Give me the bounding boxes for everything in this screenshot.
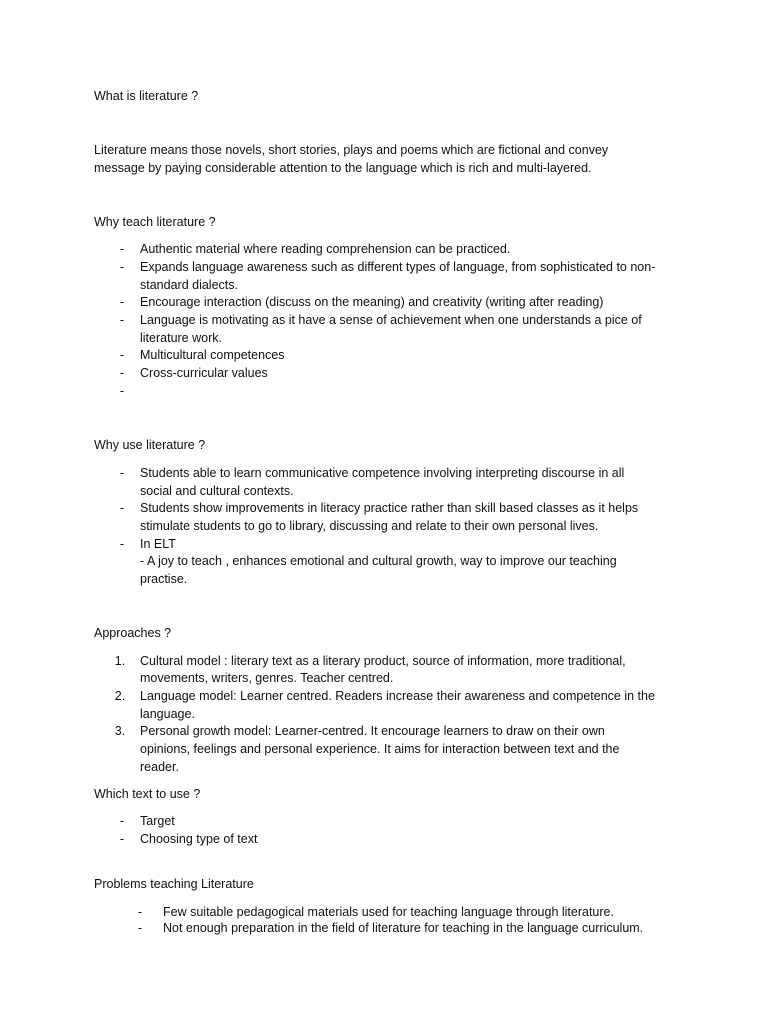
list-item-continuation: literature work. [140, 331, 222, 345]
list-item-continuation: stimulate students to go to library, discussing and relate to their own personal lives. [140, 519, 599, 533]
bullet-dash: - [119, 832, 125, 846]
item-number: 2. [114, 689, 126, 703]
heading-problems-teaching-literature: Problems teaching Literature [94, 877, 254, 891]
bullet-dash: - [119, 384, 125, 398]
bullet-dash: - [119, 814, 125, 828]
list-item-text: Authentic material where reading comprehension can be practiced. [140, 242, 511, 256]
bullet-dash: - [119, 537, 125, 551]
list-item-text: Language model: Learner centred. Readers increase their awareness and competence in the [140, 689, 655, 703]
list-item-text: Few suitable pedagogical materials used for teaching language through literature. [163, 905, 614, 919]
list-item-text: Encourage interaction (discuss on the meaning) and creativity (writing after reading) [140, 295, 604, 309]
bullet-dash: - [119, 466, 125, 480]
list-item-continuation: practise. [140, 572, 188, 586]
definition-line-2: message by paying considerable attention to the language which is rich and multi-layered. [94, 161, 592, 175]
bullet-dash: - [119, 260, 125, 274]
bullet-dash: - [137, 921, 143, 935]
list-item-continuation: standard dialects. [140, 278, 238, 292]
list-item-continuation: - A joy to teach , enhances emotional and cultural growth, way to improve our teaching [140, 554, 617, 568]
item-number: 3. [114, 724, 126, 738]
bullet-dash: - [137, 905, 143, 919]
heading-why-use-literature: Why use literature ? [94, 438, 206, 452]
list-item-text: In ELT [140, 537, 176, 551]
list-item-text: Multicultural competences [140, 348, 285, 362]
list-item-text: Students able to learn communicative competence involving interpreting discourse in all [140, 466, 625, 480]
heading-which-text-to-use: Which text to use ? [94, 787, 201, 801]
heading-what-is-literature: What is literature ? [94, 89, 199, 103]
list-item-text: Expands language awareness such as different types of language, from sophisticated to non- [140, 260, 656, 274]
bullet-dash: - [119, 295, 125, 309]
bullet-dash: - [119, 501, 125, 515]
bullet-dash: - [119, 242, 125, 256]
list-item-continuation: reader. [140, 760, 179, 774]
list-item-text: Choosing type of text [140, 832, 258, 846]
list-item-continuation: opinions, feelings and personal experience. It aims for interaction between text and the [140, 742, 620, 756]
list-item-text: Students show improvements in literacy practice rather than skill based classes as it helps [140, 501, 639, 515]
bullet-dash: - [119, 366, 125, 380]
item-number: 1. [114, 654, 126, 668]
list-item-text: Language is motivating as it have a sense of achievement when one understands a pice of [140, 313, 642, 327]
bullet-dash: - [119, 348, 125, 362]
definition-line-1: Literature means those novels, short stories, plays and poems which are fictional and convey [94, 143, 609, 157]
heading-why-teach-literature: Why teach literature ? [94, 215, 216, 229]
heading-approaches: Approaches ? [94, 626, 172, 640]
list-item-text: Cross-curricular values [140, 366, 268, 380]
bullet-dash: - [119, 313, 125, 327]
list-item-text: Cultural model : literary text as a literary product, source of information, more traditional, [140, 654, 626, 668]
list-item-text: Not enough preparation in the field of literature for teaching in the language curriculum. [163, 921, 644, 935]
list-item-text: Target [140, 814, 175, 828]
list-item-text: Personal growth model: Learner-centred. It encourage learners to draw on their own [140, 724, 605, 738]
list-item-continuation: language. [140, 707, 195, 721]
list-item-continuation: movements, writers, genres. Teacher centred. [140, 671, 394, 685]
list-item-continuation: social and cultural contexts. [140, 484, 294, 498]
